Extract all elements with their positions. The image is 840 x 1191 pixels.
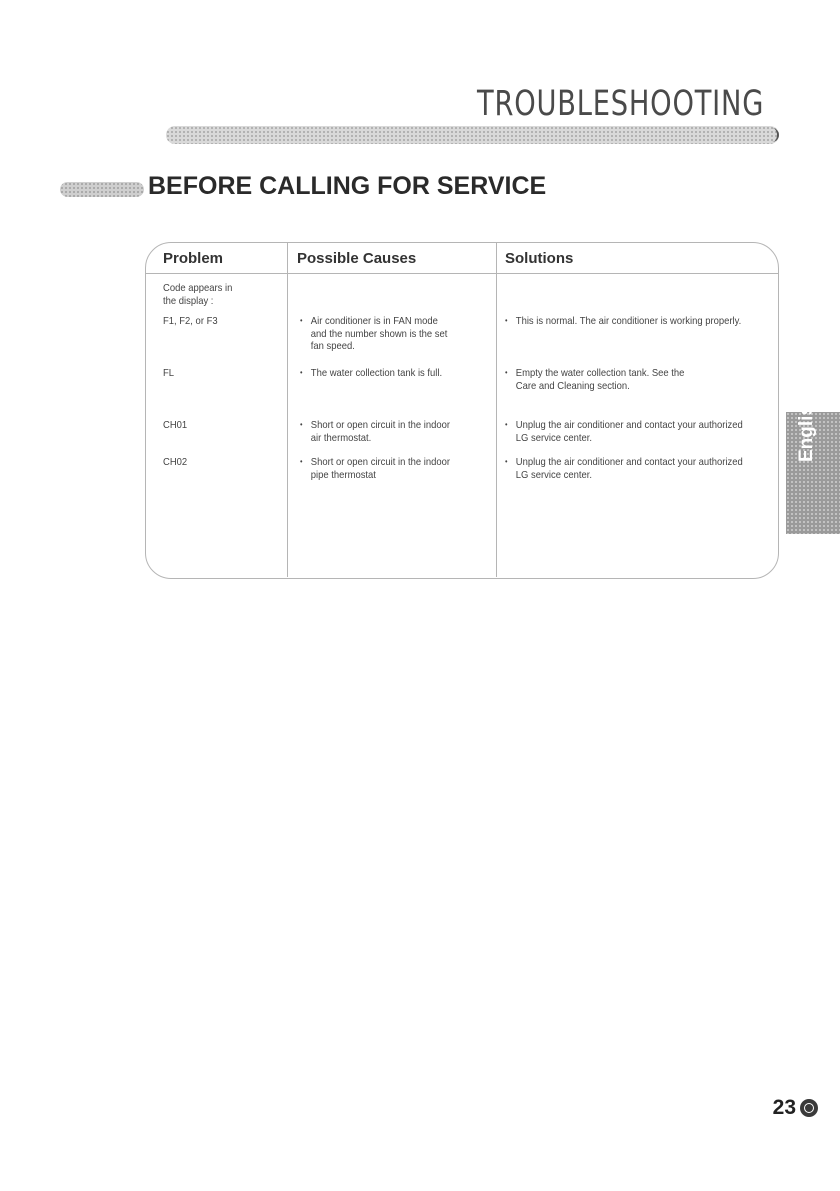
column-header-solutions: Solutions [505, 250, 574, 267]
problem-code: CH01 [163, 419, 188, 431]
possible-cause: • Short or open circuit in the indoor pipe thermostat [300, 456, 450, 481]
solution: • Unplug the air conditioner and contact your authorized LG service center. [505, 419, 743, 444]
table-column-divider [496, 243, 497, 577]
header-bar-end-bracket [752, 128, 779, 142]
column-header-problem: Problem [163, 250, 224, 267]
possible-cause: • Short or open circuit in the indoor air thermostat. [300, 419, 450, 444]
possible-cause: • The water collection tank is full. [300, 367, 442, 380]
language-tab-label: English [796, 393, 817, 462]
problem-code: F1, F2, or F3 [163, 315, 218, 327]
possible-cause: • Air conditioner is in FAN mode and the number shown is the set fan speed. [300, 315, 447, 353]
problem-intro: Code appears in the display : [163, 282, 233, 307]
column-header-causes: Possible Causes [297, 250, 417, 267]
page-number: 23 [772, 1096, 796, 1119]
solution: • Empty the water collection tank. See the Care and Cleaning section. [505, 367, 684, 392]
header-decorative-bar [166, 126, 779, 144]
lg-logo-icon [800, 1099, 818, 1117]
solution: • Unplug the air conditioner and contact your authorized LG service center. [505, 456, 743, 481]
section-title: BEFORE CALLING FOR SERVICE [148, 172, 547, 200]
troubleshooting-table [145, 242, 779, 579]
section-marker-pill [60, 182, 144, 197]
problem-code: CH02 [163, 456, 188, 468]
table-header-divider [145, 273, 779, 274]
problem-code: FL [163, 367, 175, 379]
table-column-divider [287, 243, 288, 577]
solution: • This is normal. The air conditioner is working properly. [505, 315, 741, 328]
page-title: TROUBLESHOOTING [476, 84, 764, 124]
